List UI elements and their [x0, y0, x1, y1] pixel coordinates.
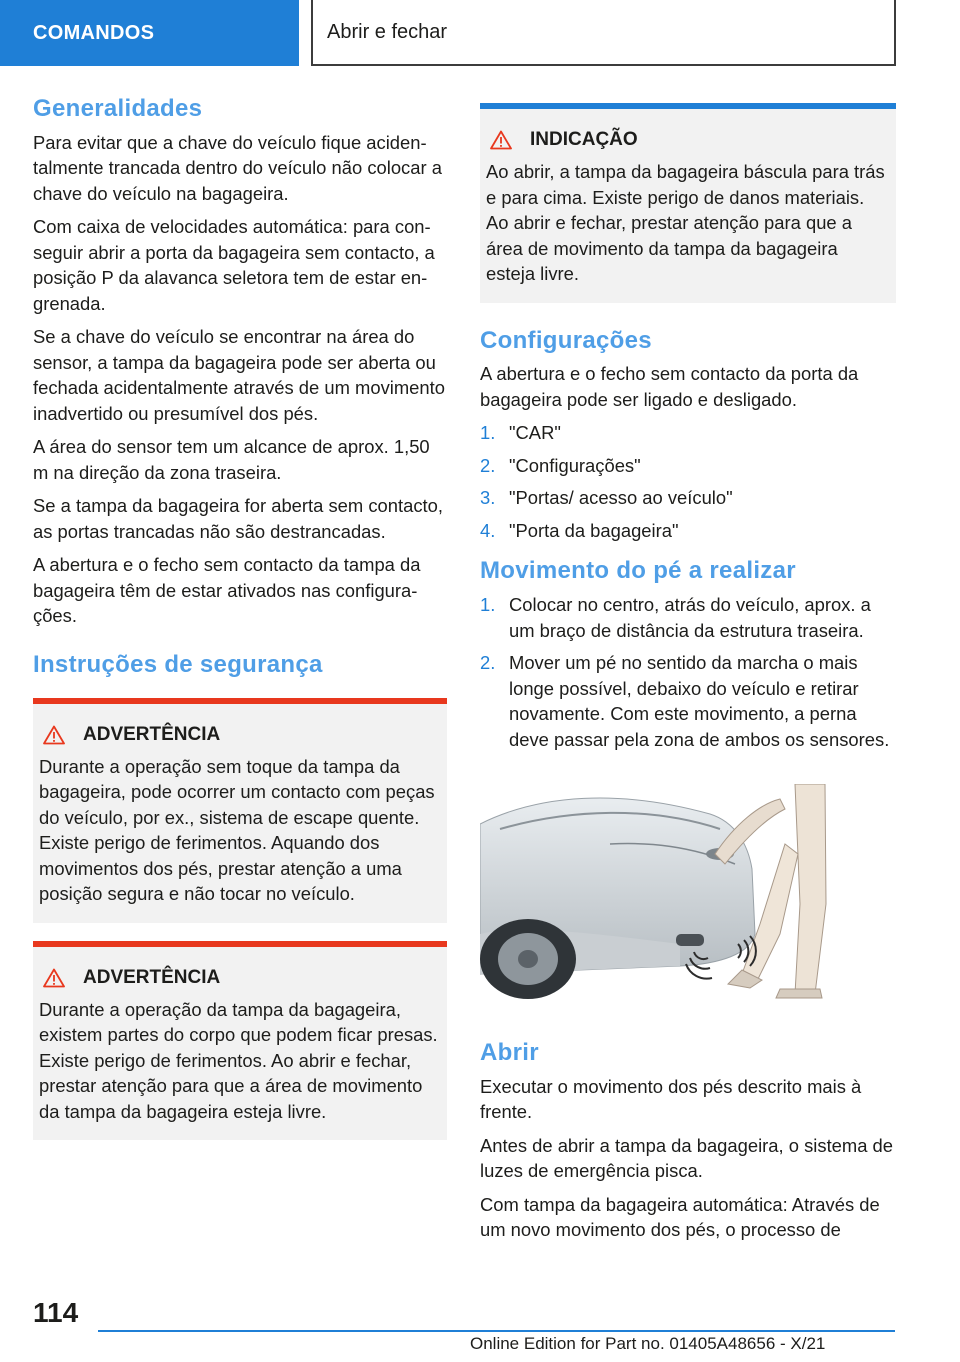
open-paragraph: Com tampa da bagageira automática: Através de um novo movimento dos pés, o processo de [480, 1193, 880, 1241]
chapter-tab [311, 0, 896, 66]
warning-triangle-icon [490, 130, 512, 150]
config-intro: A abertura e o fecho sem contacto da porta da bagageira pode ser ligado e desligado. [480, 363, 859, 410]
edition-footer: Online Edition for Part no. 01405A48656 - X/21 [470, 1334, 826, 1353]
step-number: 2. [480, 652, 496, 674]
step-text: "Portas/ acesso ao veículo" [509, 487, 733, 509]
warning-text: Durante a operação sem toque da tampa da bagageira, pode ocorrer um contacto com peças do veículo, por ex., sistema de escape quente. Existe perigo de ferimentos. Aquando dos movimentos dos pés, prestar atenção a uma posição segura e não tocar no veículo. [39, 755, 435, 905]
warning-title-row [43, 967, 439, 989]
list-item [480, 453, 896, 479]
step-number: 4. [480, 519, 496, 541]
step-number: 1. [480, 422, 496, 444]
general-paragraph: Se a chave do veículo se encontrar na área do sensor, a tampa da bagageira pode ser aberta ou fechada acidentalmente através de um movimento inadvertido ou presumível dos pés. [33, 326, 445, 424]
indication-title: INDICAÇÃO [530, 129, 638, 150]
general-heading: Generalidades [33, 95, 203, 122]
chapter-label: Abrir e fechar [327, 20, 448, 43]
open-heading: Abrir [480, 1039, 539, 1067]
page-number: 114 [33, 1297, 79, 1328]
open-paragraph: Executar o movimento dos pés descrito mais à frente. [480, 1075, 862, 1123]
step-text: "Configurações" [509, 454, 641, 476]
general-paragraph: Para evitar que a chave do veículo fique acidentalmente trancada dentro do veículo não colocar a chave do veículo na bagageira. [33, 131, 442, 204]
warning-triangle-icon [43, 968, 65, 988]
list-item [480, 420, 896, 446]
warning-title-row [43, 724, 439, 746]
warning-box [33, 698, 447, 923]
general-paragraph: A área do sensor tem um alcance de aprox. 1,50 m na direção da zona traseira. [33, 436, 430, 483]
step-number: 2. [480, 454, 496, 476]
open-paragraph: Antes de abrir a tampa da bagageira, o sistema de luzes de emergência pisca. [480, 1134, 894, 1182]
step-number: 1. [480, 594, 496, 616]
indication-title-row [490, 129, 888, 151]
step-text: "Porta da bagageira" [509, 519, 679, 541]
warning-title: ADVERTÊNCIA [83, 966, 221, 988]
warning-box [33, 941, 447, 1141]
step-number: 3. [480, 487, 496, 509]
step-text: Mover um pé no sentido da marcha o mais longe possível, debaixo do veículo e retirar novamente. Com este movimento, a perna deve passar pela zona de ambos os sensores. [509, 652, 890, 750]
footer-rule [98, 1330, 895, 1332]
section-tab [0, 0, 299, 66]
config-heading: Configurações [480, 326, 652, 354]
list-item [480, 592, 896, 643]
section-label: COMANDOS [33, 21, 155, 44]
step-text: "CAR" [509, 422, 561, 444]
movement-steps [480, 592, 896, 752]
indication-text: Ao abrir, a tampa da bagageira báscula para trás e para cima. Existe perigo de danos materiais. Ao abrir e fechar, prestar atenção para que a área de movimento da tampa da bagageira esteja livre. [486, 161, 885, 284]
foot-movement-illustration [480, 784, 836, 1004]
indication-box [480, 103, 896, 303]
list-item [480, 485, 896, 511]
general-paragraph: Com caixa de velocidades automática: para conseguir abrir a porta da bagageira sem contacto, a posição P da alavanca seletora tem de estar engrenada. [33, 216, 435, 314]
movement-heading: Movimento do pé a realizar [480, 557, 796, 585]
step-text: Colocar no centro, atrás do veículo, aprox. a um braço de distância da estrutura traseira. [509, 594, 871, 641]
warning-triangle-icon [43, 725, 65, 745]
list-item [480, 518, 896, 544]
list-item [480, 650, 896, 752]
config-steps [480, 420, 896, 543]
left-column [33, 95, 447, 1140]
warning-title: ADVERTÊNCIA [83, 723, 221, 745]
warning-text: Durante a operação da tampa da bagageira, existem partes do corpo que podem ficar presas. Existe perigo de ferimentos. Ao abrir e fechar, prestar atenção para que a área de movimento da tampa da bagageira esteja livre. [39, 998, 438, 1122]
right-column [480, 103, 896, 1251]
safety-heading: Instruções de segurança [33, 650, 323, 678]
general-paragraph: Se a tampa da bagageira for aberta sem contacto, as portas trancadas não são destrancadas. [33, 495, 443, 542]
general-paragraph: A abertura e o fecho sem contacto da tampa da bagageira têm de estar ativados nas configurações. [33, 554, 421, 627]
